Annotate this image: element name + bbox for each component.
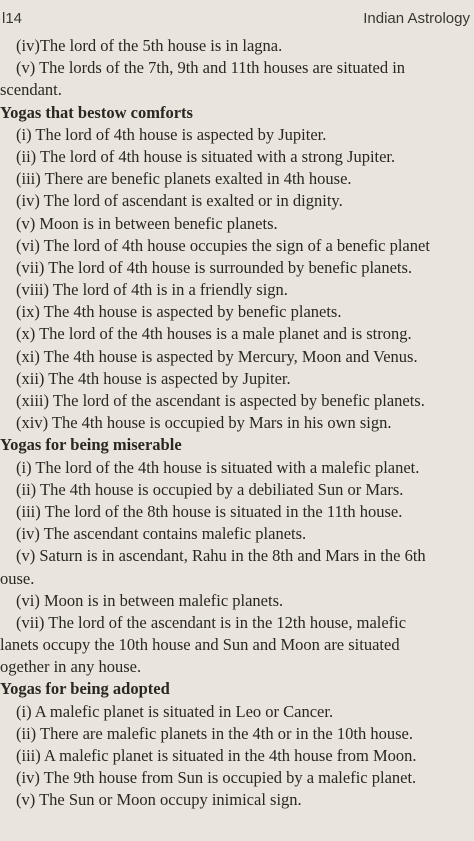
list-item: (iii) There are benefic planets exalted in 4th house. [16, 169, 352, 189]
list-item: (xi) The 4th house is aspected by Mercury, Moon and Venus. [16, 346, 418, 366]
list-item: (v) Saturn is in ascendant, Rahu in the 8th and Mars in the 6th [16, 546, 426, 566]
list-item: (ii) The 4th house is occupied by a debiliated Sun or Mars. [16, 479, 404, 499]
list-item: (iii) The lord of the 8th house is situated in the 11th house. [16, 501, 403, 521]
list-item: (ii) The lord of 4th house is situated with a strong Jupiter. [16, 146, 396, 166]
list-item: (x) The lord of the 4th houses is a male planet and is strong. [16, 324, 412, 344]
list-item-continuation: ouse. [0, 568, 35, 588]
list-item: (xiii) The lord of the ascendant is aspected by benefic planets. [16, 391, 425, 410]
list-item: (v) The Sun or Moon occupy inimical sign. [16, 790, 302, 810]
page-number: l14 [2, 10, 23, 27]
list-item: (viii) The lord of 4th is in a friendly sign. [16, 280, 288, 300]
list-item-continuation: ogether in any house. [0, 657, 142, 677]
list-item: (iii) A malefic planet is situated in the 4th house from Moon. [16, 746, 417, 765]
list-item: (xiv) The 4th house is occupied by Mars in his own sign. [16, 413, 392, 433]
list-item: (iv)The lord of the 5th house is in lagna. [16, 36, 283, 55]
list-item: (vii) The lord of the ascendant is in the 12th house, malefic [16, 612, 407, 632]
list-item: (vi) Moon is in between malefic planets. [16, 590, 284, 610]
list-item: (i) The lord of 4th house is aspected by Jupiter. [16, 124, 327, 144]
list-item: (v) The lords of the 7th, 9th and 11th houses are situated in [16, 58, 406, 78]
page-header [0, 10, 474, 32]
section-heading: Yogas that bestow comforts [0, 102, 193, 122]
list-item: (v) Moon is in between benefic planets. [16, 213, 278, 233]
list-item: (i) The lord of the 4th house is situated with a malefic planet. [16, 457, 420, 477]
running-title: Indian Astrology [363, 10, 470, 27]
list-item: (vii) The lord of 4th house is surrounded by benefic planets. [16, 257, 413, 277]
section-heading: Yogas for being adopted [0, 679, 170, 699]
list-item: (vi) The lord of 4th house occupies the sign of a benefic planet [16, 235, 430, 255]
list-item: (xii) The 4th house is aspected by Jupiter. [16, 368, 291, 388]
list-item: (iv) The lord of ascendant is exalted or in dignity. [16, 191, 343, 211]
list-item-continuation: lanets occupy the 10th house and Sun and Moon are situated [0, 635, 400, 655]
section-heading: Yogas for being miserable [0, 435, 182, 455]
list-item: (i) A malefic planet is situated in Leo or Cancer. [16, 701, 334, 721]
page-body [0, 35, 474, 812]
list-item: (ii) There are malefic planets in the 4th or in the 10th house. [16, 723, 413, 743]
list-item: (iv) The ascendant contains malefic planets. [16, 524, 307, 544]
list-item: (iv) The 9th house from Sun is occupied by a malefic planet. [16, 768, 417, 788]
list-item-continuation: scendant. [0, 80, 62, 100]
list-item: (ix) The 4th house is aspected by benefic planets. [16, 302, 342, 322]
